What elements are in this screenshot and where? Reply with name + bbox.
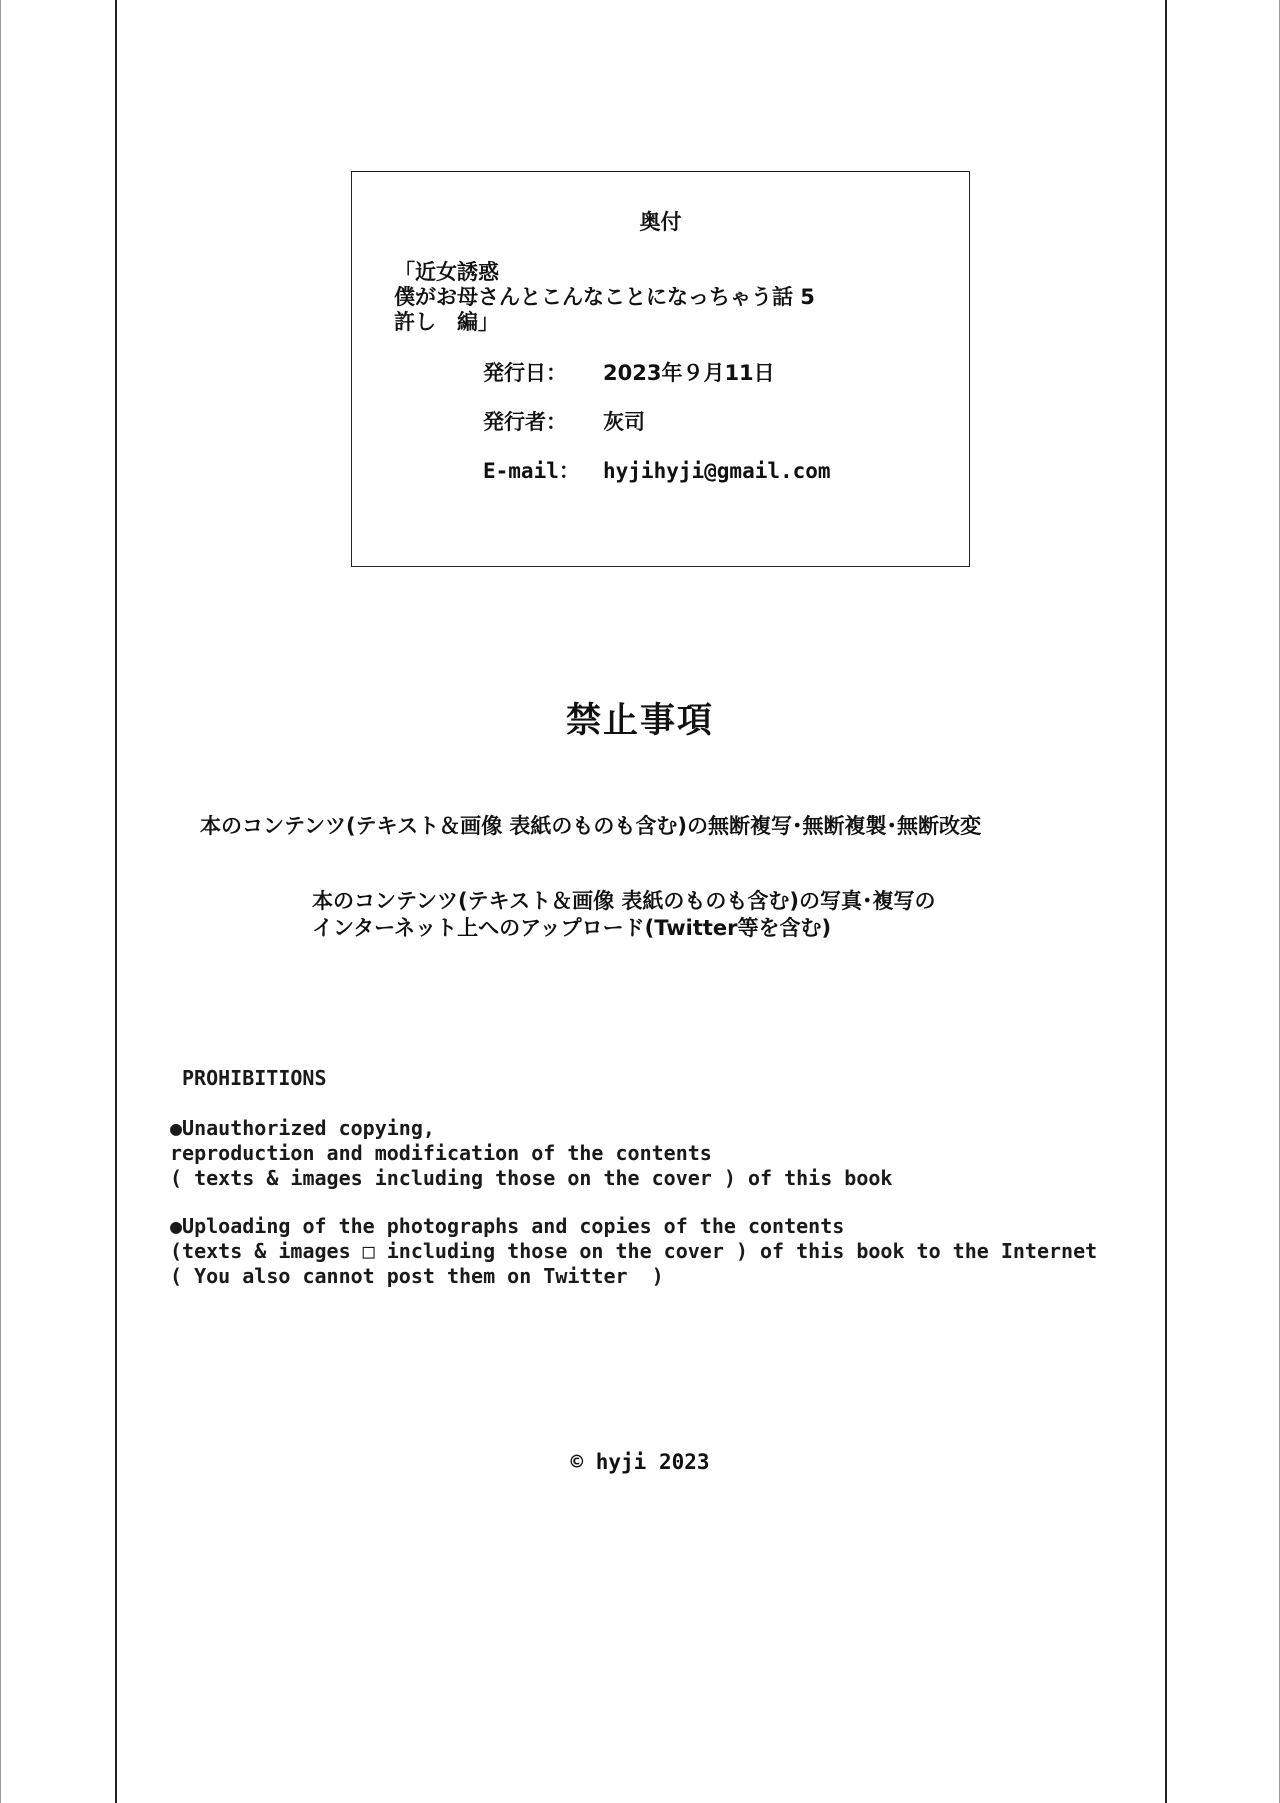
page-edge-left <box>0 0 1 1803</box>
prohibition-en-item-2-line: ( You also cannot post them on Twitter ) <box>170 1264 664 1288</box>
prohibition-jp-item-2 <box>312 888 936 942</box>
email-value: hyjihyji@gmail.com <box>603 459 831 483</box>
prohibition-en-item-2 <box>170 1214 1097 1289</box>
publisher-row <box>483 406 645 436</box>
copyright-notice: © hyji 2023 <box>570 1450 710 1474</box>
prohibition-en-item-1-line: reproduction and modification of the contents <box>170 1141 712 1165</box>
colophon-heading: 奥付 <box>639 210 682 234</box>
publish-date-label: 発行日： <box>483 361 567 385</box>
prohibition-jp-item-2-line: 本のコンテンツ(テキスト＆画像 表紙のものも含む)の写真･複写の <box>312 889 936 913</box>
publisher-label: 発行者： <box>483 410 567 434</box>
prohibition-en-item-1-line: ●Unauthorized copying, <box>170 1116 435 1140</box>
prohibition-en-item-2-line: (texts & images □ including those on the cover ) of this book to the Internet <box>170 1239 1098 1263</box>
colophon-box <box>351 171 970 567</box>
prohibitions-heading-jp: 禁止事項 <box>565 701 714 741</box>
book-title-line: 許し 編」 <box>394 310 499 334</box>
email-label: E-mail： <box>483 459 580 483</box>
publisher-value: 灰司 <box>603 410 645 434</box>
book-title-line: 僕がお母さんとこんなことになっちゃう話 5 <box>394 285 815 309</box>
page-frame-right <box>1165 0 1167 1803</box>
book-title <box>394 260 815 335</box>
prohibition-jp-item-2-line: インターネット上へのアップロード(Twitter等を含む) <box>312 916 832 940</box>
publish-date-value: 2023年９月11日 <box>603 361 775 385</box>
book-title-line: 「近女誘惑 <box>394 260 499 284</box>
prohibition-en-item-2-line: ●Uploading of the photographs and copies of the contents <box>170 1214 845 1238</box>
page-frame-left <box>115 0 117 1803</box>
prohibition-jp-item-1: 本のコンテンツ(テキスト＆画像 表紙のものも含む)の無断複写･無断複製･無断改変 <box>200 814 982 838</box>
prohibition-en-item-1-line: ( texts & images including those on the cover ) of this book <box>170 1166 893 1190</box>
prohibition-en-item-1 <box>170 1116 892 1191</box>
publish-date-row <box>483 357 775 387</box>
prohibitions-heading-en: PROHIBITIONS <box>182 1066 327 1090</box>
email-row <box>483 455 831 485</box>
